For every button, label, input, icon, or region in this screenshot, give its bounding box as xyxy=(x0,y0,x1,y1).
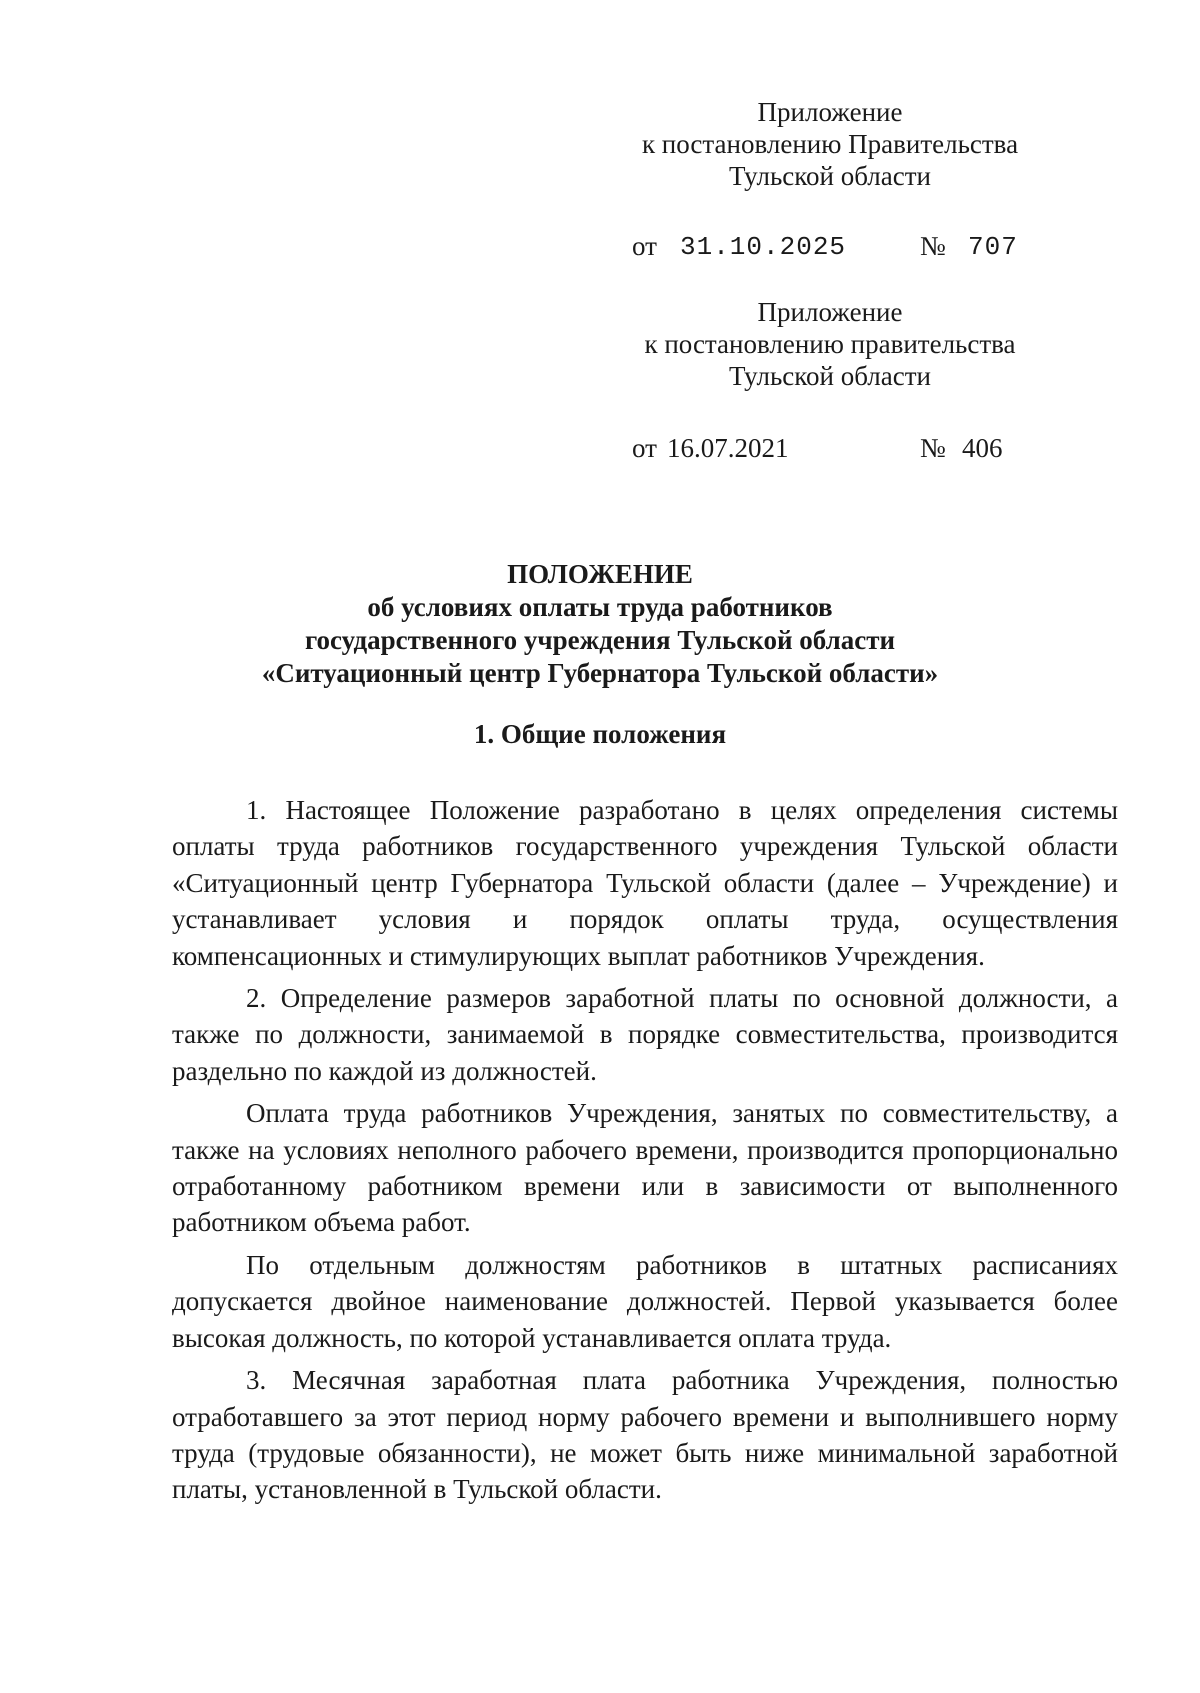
resolution-date: 16.07.2021 xyxy=(667,433,789,463)
resolution-number: 707 xyxy=(968,232,1018,262)
appendix-resolution-line: к постановлению правительства xyxy=(644,329,1016,359)
paragraph-4: По отдельным должностям работников в штатных расписаниях допускается двойное наименование должностей. Первой указывается более высокая должность, по которой устанавливается оплата труда. xyxy=(172,1249,1118,1353)
date-prefix: от xyxy=(632,433,657,463)
number-sign: № xyxy=(920,231,946,261)
section-title: 1. Общие положения xyxy=(473,719,727,749)
date-prefix: от xyxy=(632,231,657,261)
paragraph-2: 2. Определение размеров заработной платы по основной должности, а также по должности, занимаемой в порядке совместительства, производится раздельно по каждой из должностей. xyxy=(172,983,1118,1086)
resolution-number: 406 xyxy=(962,433,1003,463)
paragraph-5: 3. Месячная заработная плата работника Учреждения, полностью отработавшего за этот период норму рабочего времени и выполнившего норму труда (трудовые обязанности), не может быть ниже минимальной заработной платы, установленной в Тульской области. xyxy=(172,1365,1118,1505)
title-line-2: государственного учреждения Тульской области xyxy=(304,625,896,655)
number-sign: № xyxy=(920,433,946,463)
title-line-3: «Ситуационный центр Губернатора Тульской области» xyxy=(261,658,939,688)
appendix-region-line: Тульской области xyxy=(729,161,931,191)
appendix-region-line: Тульской области xyxy=(729,361,931,391)
paragraph-3: Оплата труда работников Учреждения, занятых по совместительству, а также на условиях неполного рабочего времени, производится пропорционально отработанному работником времени или в зависимости от выполненного работником объема работ. xyxy=(172,1098,1118,1238)
resolution-date: 31.10.2025 xyxy=(680,232,847,262)
paragraph-1: 1. Настоящее Положение разработано в целях определения системы оплаты труда работников государственного учреждения Тульской области «Ситуационный центр Губернатора Тульской области (далее – Учреждение) и устанавливает условия и порядок оплаты труда, осуществления компенсационных и стимулирующих выплат работников Учреждения. xyxy=(172,795,1118,971)
appendix-label: Приложение xyxy=(757,97,903,127)
document-body xyxy=(172,792,1118,1508)
appendix-current-date-line xyxy=(0,230,1200,266)
document-title xyxy=(170,558,1030,690)
appendix-label: Приложение xyxy=(757,297,903,327)
appendix-previous-date-line xyxy=(0,432,1200,468)
appendix-resolution-line: к постановлению Правительства xyxy=(641,129,1019,159)
appendix-previous-header xyxy=(620,296,1040,392)
title-line-1: об условиях оплаты труда работников xyxy=(367,592,833,622)
appendix-current-header xyxy=(620,96,1040,192)
title-heading: ПОЛОЖЕНИЕ xyxy=(507,559,693,589)
